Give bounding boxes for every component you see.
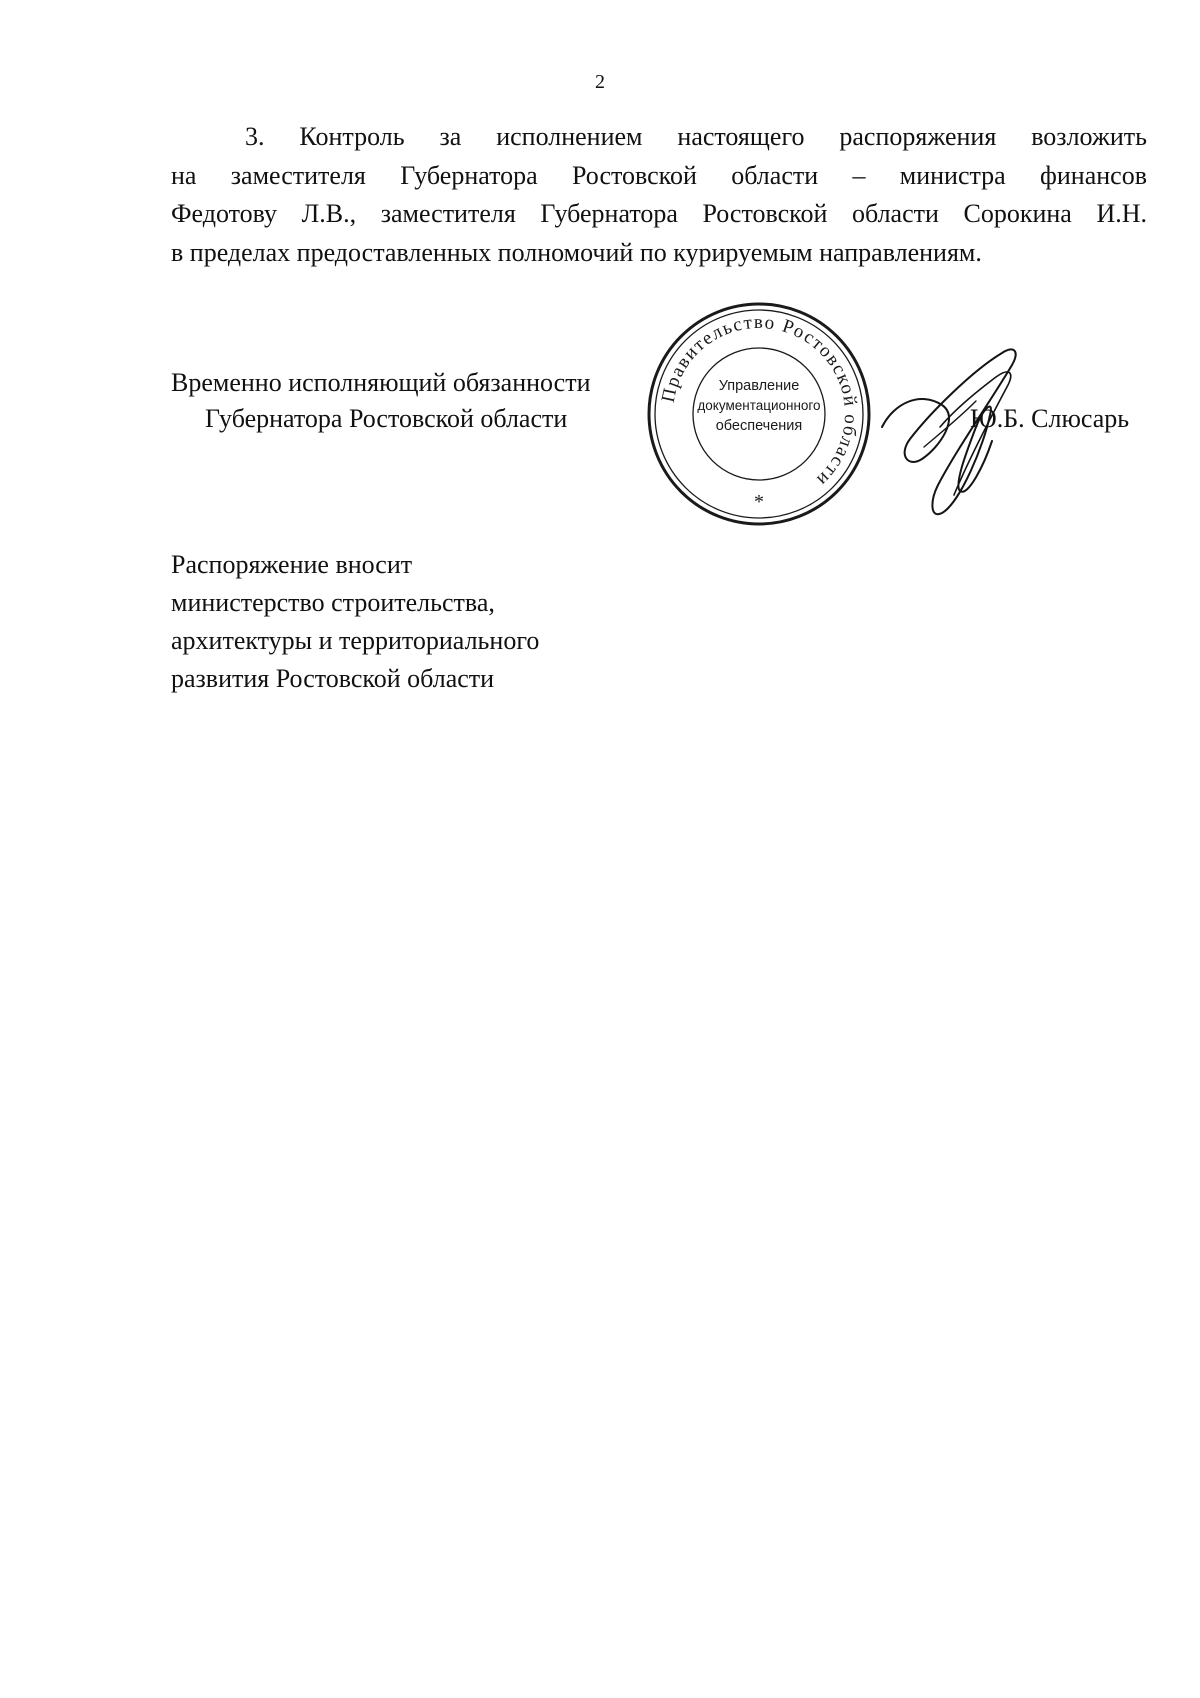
stamp-ring-text: Правительство Ростовской области xyxy=(657,311,862,492)
submitted-by-line: министерство строительства, xyxy=(171,588,495,617)
signatory-name: Ю.Б. Слюсарь xyxy=(970,404,1130,433)
stamp-center-line: Управление xyxy=(718,378,800,394)
signatory-position-line: Временно исполняющий обязанности xyxy=(171,368,591,397)
signatory-position xyxy=(171,365,591,437)
official-stamp xyxy=(645,300,873,528)
stamp-center-line: обеспечения xyxy=(715,418,803,434)
submitted-by-block xyxy=(171,546,539,698)
control-clause-paragraph xyxy=(171,118,1147,272)
paragraph-line: на заместителя Губернатора Ростовской области – министра финансов xyxy=(171,160,1147,190)
stamp-center-line: документационного xyxy=(697,398,821,413)
paragraph-line: 3. Контроль за исполнением настоящего распоряжения возложить xyxy=(245,122,1147,151)
submitted-by-line: Распоряжение вносит xyxy=(171,550,413,579)
submitted-by-line: архитектуры и территориального xyxy=(171,626,540,655)
submitted-by-line: развития Ростовской области xyxy=(171,664,495,693)
paragraph-line: в пределах предоставленных полномочий по курируемым направлениям. xyxy=(171,237,982,267)
page-number: 2 xyxy=(595,71,605,93)
signatory-position-line: Губернатора Ростовской области xyxy=(205,404,568,433)
paragraph-line: Федотову Л.В., заместителя Губернатора Ростовской области Сорокина И.Н. xyxy=(171,199,1147,228)
stamp-star: * xyxy=(754,491,764,513)
